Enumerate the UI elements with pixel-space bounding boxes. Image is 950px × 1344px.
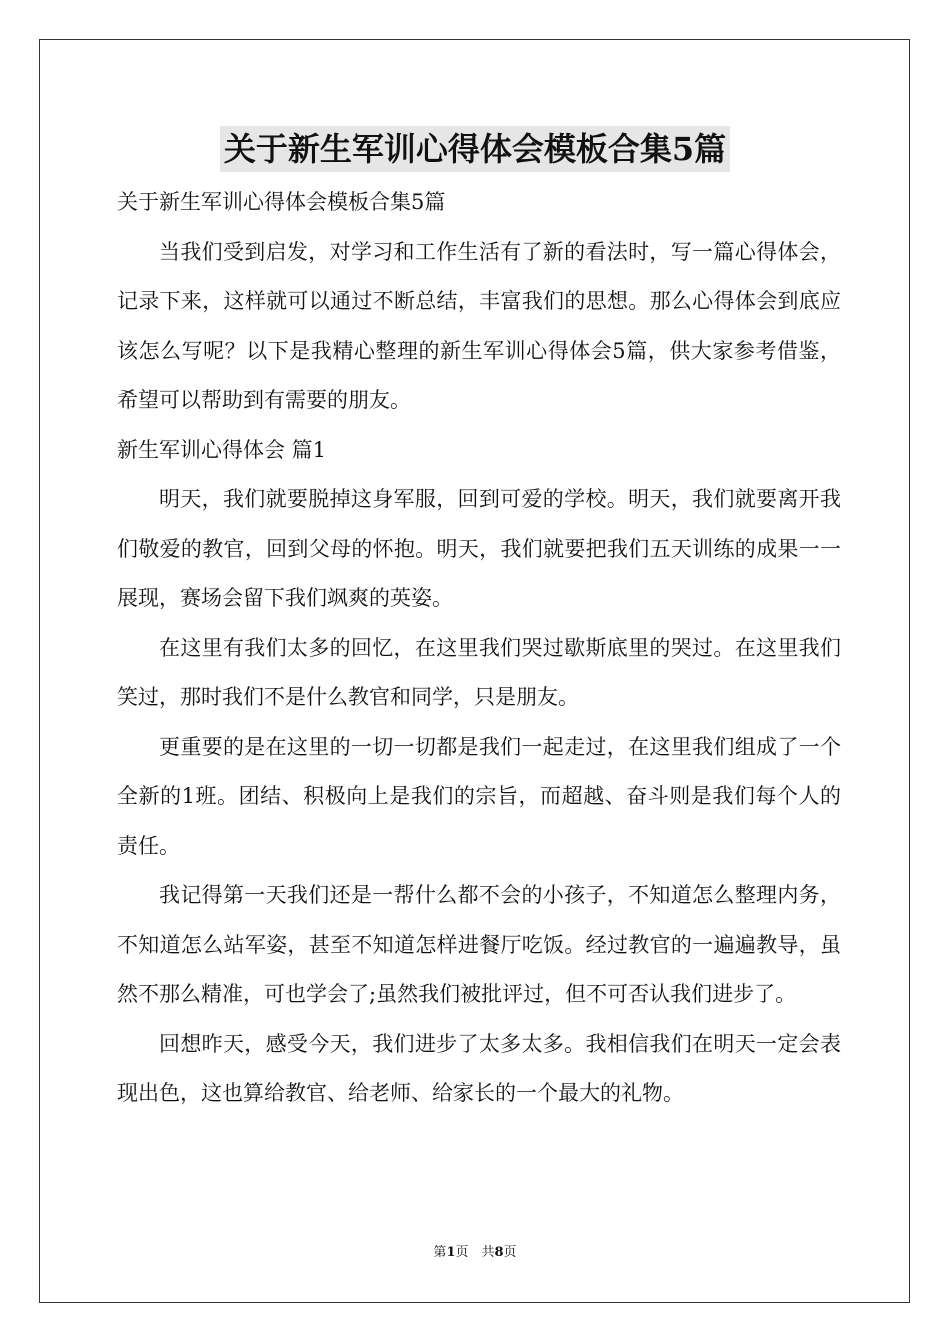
- title-container: [0, 126, 950, 172]
- page-total: 8: [494, 1245, 504, 1260]
- document-subtitle: 关于新生军训心得体会模板合集5篇: [117, 190, 446, 214]
- document-body: [117, 178, 841, 1119]
- page-current: 1: [446, 1245, 456, 1260]
- page-footer: [0, 1244, 950, 1262]
- body-paragraph-2: 在这里有我们太多的回忆，在这里我们哭过歇斯底里的哭过。在这里我们笑过，那时我们不是什么教官和同学，只是朋友。: [117, 635, 841, 709]
- document-title: 关于新生军训心得体会模板合集5篇: [220, 126, 730, 172]
- body-paragraph-5: 回想昨天，感受今天，我们进步了太多太多。我相信我们在明天一定会表现出色，这也算给教官、给老师、给家长的一个最大的礼物。: [117, 1031, 841, 1105]
- intro-paragraph: 当我们受到启发，对学习和工作生活有了新的看法时，写一篇心得体会，记录下来，这样就可以通过不断总结，丰富我们的思想。那么心得体会到底应该怎么写呢？以下是我精心整理的新生军训心得体会5篇，供大家参考借鉴，希望可以帮助到有需要的朋友。: [117, 239, 841, 412]
- page-mid: 页 共: [455, 1245, 495, 1260]
- page-suffix: 页: [503, 1245, 517, 1260]
- page-prefix: 第: [433, 1245, 447, 1260]
- section-heading: 新生军训心得体会 篇1: [117, 437, 327, 462]
- body-paragraph-3: 更重要的是在这里的一切一切都是我们一起走过，在这里我们组成了一个全新的1班。团结、积极向上是我们的宗旨，而超越、奋斗则是我们每个人的责任。: [117, 734, 841, 858]
- body-paragraph-1: 明天，我们就要脱掉这身军服，回到可爱的学校。明天，我们就要离开我们敬爱的教官，回到父母的怀抱。明天，我们就要把我们五天训练的成果一一展现，赛场会留下我们飒爽的英姿。: [117, 487, 841, 610]
- body-paragraph-4: 我记得第一天我们还是一帮什么都不会的小孩子，不知道怎么整理内务，不知道怎么站军姿，甚至不知道怎样进餐厅吃饭。经过教官的一遍遍教导，虽然不那么精准，可也学会了;虽然我们被批评过，但不可否认我们进步了。: [117, 883, 841, 1006]
